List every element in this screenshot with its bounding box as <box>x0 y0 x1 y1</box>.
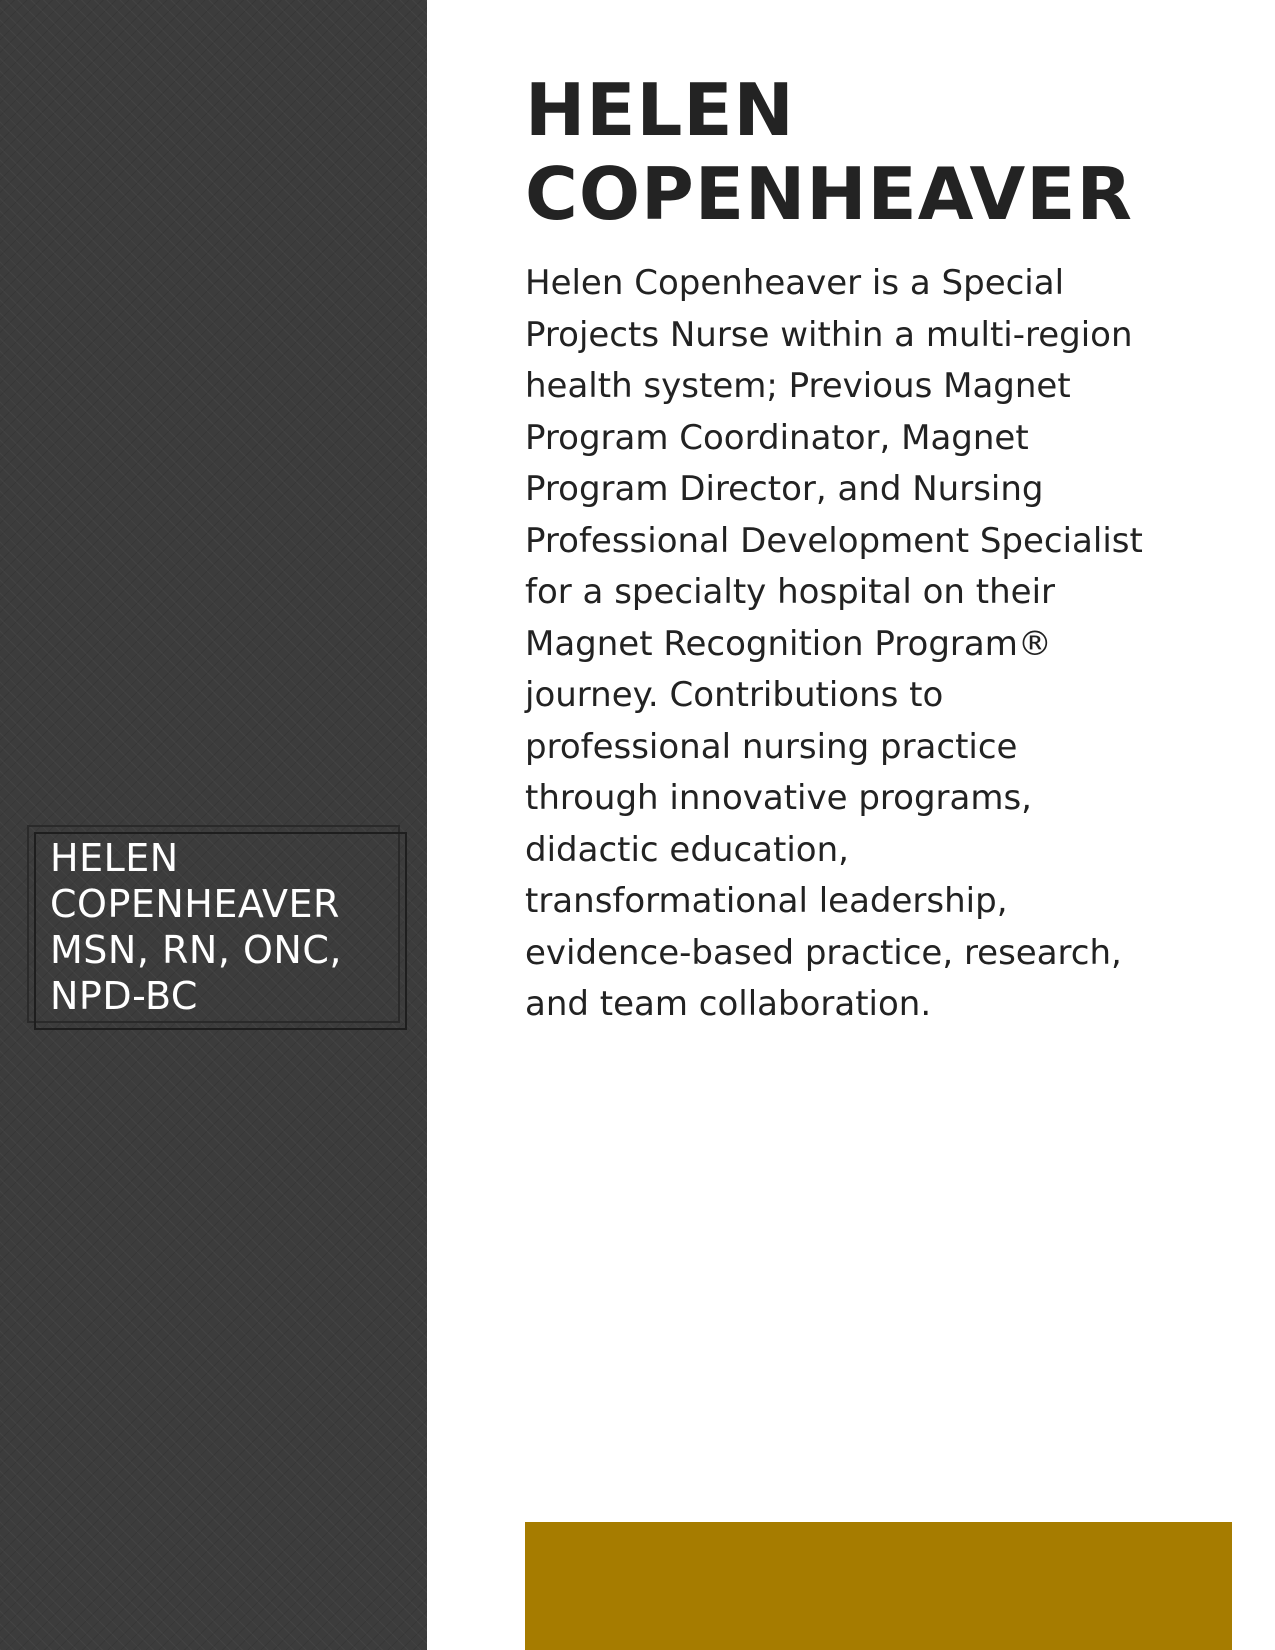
bio-line: journey. Contributions to <box>525 675 944 715</box>
bio-line: for a specialty hospital on their <box>525 572 1055 612</box>
accent-bar <box>525 1522 1232 1650</box>
bio-line: Magnet Recognition Program® <box>525 623 1052 664</box>
bio-line: and team collaboration. <box>525 984 932 1024</box>
title-line: HELEN <box>525 68 795 152</box>
sidebar-name-label <box>50 835 410 1019</box>
bio-line: Program Coordinator, Magnet <box>525 417 1029 458</box>
bio-line: didactic education, <box>525 829 849 870</box>
bio-line: Helen Copenheaver is a Special <box>525 263 1065 303</box>
sidebar-credentials-line: NPD-BC <box>50 974 198 1018</box>
bio-line: professional nursing practice <box>525 726 1018 767</box>
bio-line: through innovative programs, <box>525 778 1032 818</box>
page-title <box>525 68 1133 236</box>
bio-line: evidence-based practice, research, <box>525 932 1122 973</box>
bio-line: Program Director, and Nursing <box>525 469 1044 509</box>
title-line: COPENHEAVER <box>525 152 1133 236</box>
bio-line: transformational leadership, <box>525 881 1008 921</box>
name-credential-box <box>27 825 400 1023</box>
sidebar-panel <box>0 0 427 1650</box>
sidebar-credentials-line: MSN, RN, ONC, <box>50 928 342 972</box>
sidebar-name-line: COPENHEAVER <box>50 882 340 926</box>
bio-paragraph <box>525 258 1143 1031</box>
sidebar-name-line: HELEN <box>50 836 179 880</box>
bio-line: Projects Nurse within a multi-region <box>525 314 1133 355</box>
bio-line: Professional Development Specialist <box>525 520 1143 561</box>
bio-line: health system; Previous Magnet <box>525 366 1071 406</box>
